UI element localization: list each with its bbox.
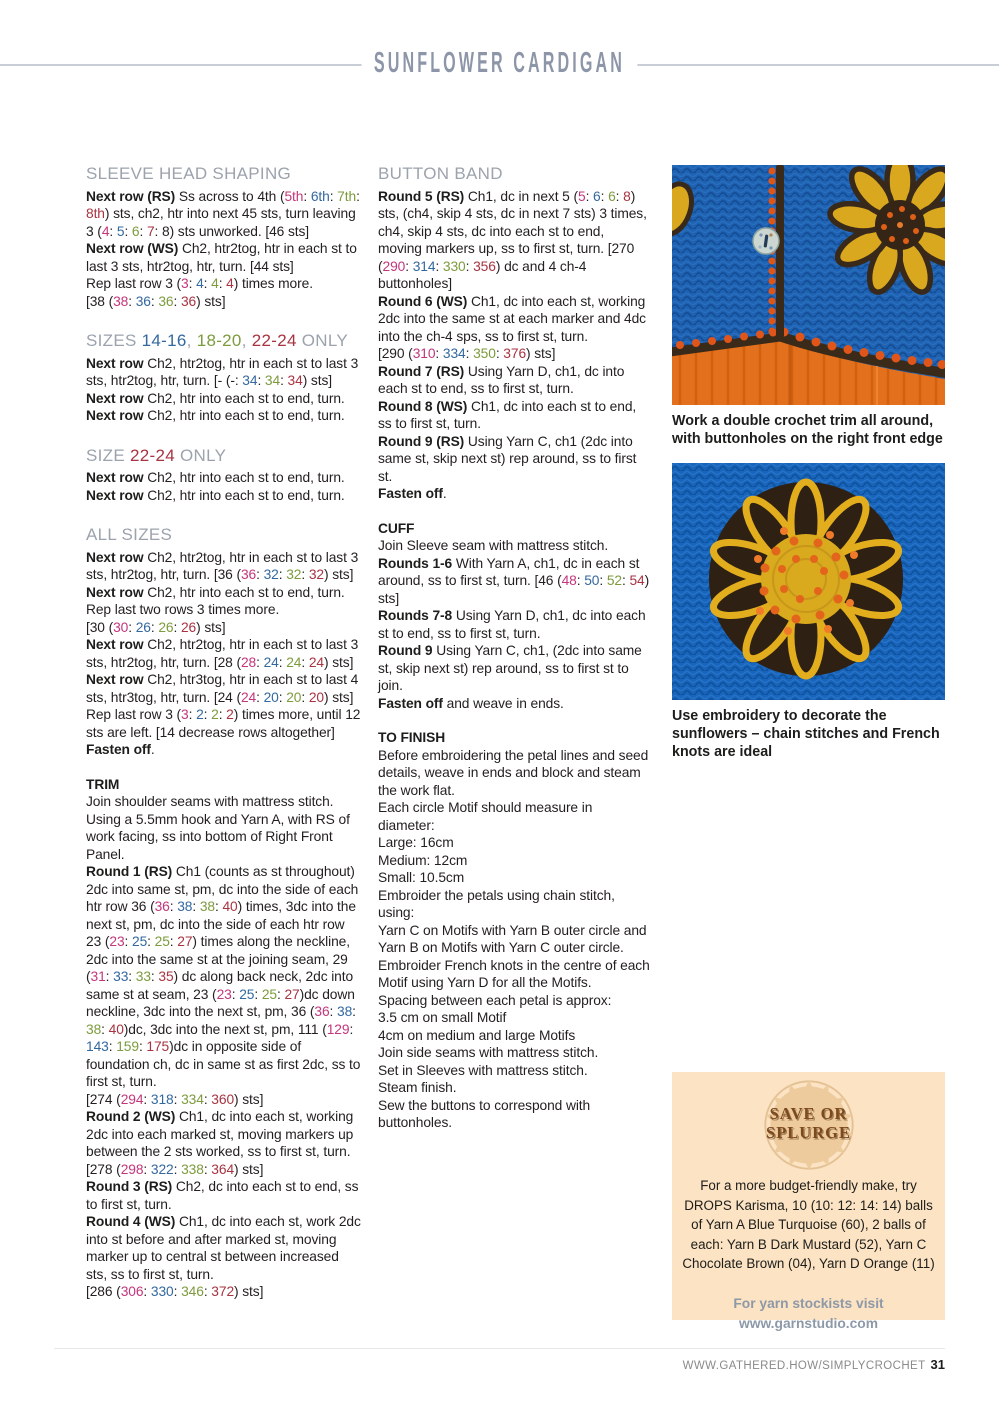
section-heading: ALL SIZES bbox=[86, 525, 173, 544]
pattern-paragraph: Next row Ch2, htr2tog, htr in each st to last 3 sts, htr2tog, htr, turn. [28 (28: 24: 24: 24) sts] bbox=[86, 637, 359, 670]
pattern-paragraph: Using a 5.5mm hook and Yarn A, with RS of work facing, ss into bottom of Right Front Panel. bbox=[86, 811, 350, 862]
pattern-paragraph: Fasten off and weave in ends. bbox=[378, 695, 564, 711]
pattern-paragraph: Round 6 (WS) Ch1, dc into each st, working 2dc into the same st at each marker and 4dc into the ch-4 sps, ss to first st, turn. bbox=[378, 293, 646, 344]
pattern-paragraph: Join Sleeve seam with mattress stitch. bbox=[378, 538, 609, 553]
pattern-paragraph: [286 (306: 330: 346: 372) sts] bbox=[86, 1284, 264, 1299]
cardigan-trim-image bbox=[672, 165, 945, 405]
stockists-text bbox=[680, 1294, 937, 1334]
pattern-column-left bbox=[86, 165, 362, 1301]
pattern-paragraph: Round 4 (WS) Ch1, dc into each st, work 2dc into st before and after marked st, moving marker up to central st between increased sts, ss to first st, turn. bbox=[86, 1214, 361, 1282]
footer bbox=[683, 1357, 945, 1372]
page-title-text: SUNFLOWER CARDIGAN bbox=[362, 45, 638, 79]
pattern-paragraph: Embroider French knots in the centre of each Motif using Yarn D for all the Motifs. bbox=[378, 957, 650, 990]
pattern-paragraph: Medium: 12cm bbox=[378, 852, 468, 868]
section-heading: BUTTON BAND bbox=[378, 164, 503, 183]
pattern-paragraph: Each circle Motif should measure in diameter: bbox=[378, 800, 593, 833]
stockists-url: www.garnstudio.com bbox=[739, 1316, 878, 1331]
pattern-paragraph: Embroider the petals using chain stitch, using: bbox=[378, 887, 615, 920]
pattern-paragraph: 3.5 cm on small Motif bbox=[378, 1010, 507, 1025]
page-number: 31 bbox=[930, 1357, 945, 1372]
section-heading: SIZES 14-16, 18-20, 22-24 ONLY bbox=[86, 331, 348, 350]
section-heading: SLEEVE HEAD SHAPING bbox=[86, 164, 292, 183]
pattern-paragraph: Rep last two rows 3 times more. bbox=[86, 602, 280, 617]
pattern-paragraph: Rounds 1-6 With Yarn A, ch1, dc in each st around, ss to first st, turn. [46 (48: 50: 52: 54) sts] bbox=[378, 555, 650, 606]
pattern-paragraph: Round 7 (RS) Using Yarn D, ch1, dc into each st to end, ss to first st, turn. bbox=[378, 363, 625, 396]
pattern-paragraph: Join side seams with mattress stitch. bbox=[378, 1045, 599, 1060]
pattern-paragraph: Next row (WS) Ch2, htr2tog, htr in each st to last 3 sts, htr2tog, htr, turn. [44 sts] bbox=[86, 241, 357, 274]
pattern-paragraph: Next row Ch2, htr into each st to end, turn. bbox=[86, 584, 345, 600]
pattern-paragraph: Next row Ch2, htr into each st to end, turn. bbox=[86, 470, 345, 485]
pattern-column-middle bbox=[378, 165, 650, 1132]
pattern-paragraph: Before embroidering the petal lines and seed details, weave in ends and block and steam the work flat. bbox=[378, 747, 649, 798]
pattern-paragraph: Set in Sleeves with mattress stitch. bbox=[378, 1062, 588, 1078]
pattern-paragraph: Steam finish. bbox=[378, 1080, 457, 1095]
pattern-paragraph: Round 5 (RS) Ch1, dc in next 5 (5: 6: 6: 8) sts, (ch4, skip 4 sts, dc in next 7 sts) 3 times, ch4, skip 4 sts, dc into each st to end, moving markers up, ss to first st, turn. [270 (290: 314: 330: 356) dc and 4 ch-4 buttonholes] bbox=[378, 188, 647, 291]
pattern-paragraph: Fasten off. bbox=[86, 742, 155, 757]
pattern-paragraph: Next row (RS) Ss across to 4th (5th: 6th: 7th: 8th) sts, ch2, htr into next 45 sts, turn leaving 3 (4: 5: 6: 7: 8) sts unworked. [46 sts] bbox=[86, 188, 360, 239]
photo-sunflower-motif bbox=[672, 463, 945, 700]
save-box-text: For a more budget-friendly make, try DROPS Karisma, 10 (10: 12: 14: 14) balls of Yarn A Blue Turquoise (60), 2 balls of each: Yarn B Dark Mustard (52), Yarn C Chocolate Brown (04), Yarn D Orange (11) bbox=[682, 1178, 935, 1271]
pattern-paragraph: Yarn C on Motifs with Yarn B outer circle and Yarn B on Motifs with Yarn C outer circle. bbox=[378, 922, 647, 955]
pattern-paragraph: Round 9 (RS) Using Yarn C, ch1 (2dc into same st, skip next st) rep around, ss to first st. bbox=[378, 433, 637, 484]
pattern-paragraph: Next row Ch2, htr into each st to end, turn. bbox=[86, 390, 345, 406]
page-title bbox=[0, 47, 999, 78]
pattern-paragraph: [278 (298: 322: 338: 364) sts] bbox=[86, 1161, 264, 1177]
button-detail bbox=[753, 228, 779, 254]
pattern-paragraph: Large: 16cm bbox=[378, 835, 454, 850]
pattern-paragraph: Fasten off. bbox=[378, 486, 447, 501]
pattern-paragraph: Next row Ch2, htr2tog, htr in each st to last 3 sts, htr2tog, htr, turn. [36 (36: 32: 32: 32) sts] bbox=[86, 549, 359, 582]
section-heading: TRIM bbox=[86, 776, 120, 792]
pattern-paragraph: Next row Ch2, htr3tog, htr in each st to last 4 sts, htr3tog, htr, turn. [24 (24: 20: 20: 20) sts] bbox=[86, 672, 359, 705]
photo-caption-embroidery: Use embroidery to decorate the sunflowers – chain stitches and French knots are ideal bbox=[672, 708, 940, 760]
pattern-paragraph: Round 9 Using Yarn C, ch1, (2dc into same st, skip next st) rep around, ss to first st to join. bbox=[378, 643, 642, 693]
pattern-paragraph: Sew the buttons to correspond with buttonholes. bbox=[378, 1097, 591, 1130]
section-heading: CUFF bbox=[378, 520, 415, 536]
pattern-paragraph: Rounds 7-8 Using Yarn D, ch1, dc into each st to end, ss to first st, turn. bbox=[378, 608, 646, 641]
save-or-splurge-badge bbox=[763, 1079, 855, 1171]
pattern-paragraph: Round 8 (WS) Ch1, dc into each st to end, ss to first st, turn. bbox=[378, 398, 637, 431]
pattern-paragraph: [274 (294: 318: 334: 360) sts] bbox=[86, 1091, 264, 1107]
section-heading: SIZE 22-24 ONLY bbox=[86, 445, 227, 465]
photo-caption-trim: Work a double crochet trim all around, with buttonholes on the right front edge bbox=[672, 413, 943, 447]
pattern-paragraph: Join shoulder seams with mattress stitch. bbox=[86, 794, 334, 809]
pattern-paragraph: Next row Ch2, htr into each st to end, turn. bbox=[86, 487, 345, 503]
pattern-paragraph: Next row Ch2, htr into each st to end, turn. bbox=[86, 408, 345, 423]
pattern-paragraph: Round 2 (WS) Ch1, dc into each st, working 2dc into each marked st, moving markers up between the 2 sts worked, ss to first st, turn. bbox=[86, 1109, 354, 1159]
save-or-splurge-box bbox=[672, 1072, 945, 1331]
pattern-paragraph: Round 1 (RS) Ch1 (counts as st throughout) 2dc into same st, pm, dc into the side of each htr row 36 (36: 38: 38: 40) times, 3dc into the next st, pm, dc into the side of each htr row 23 (23: 25: 25: 27) times along the neckline, 2dc into the same st at the joining seam, 29 (31: 33: 33: 35) dc along back neck, 2dc into same st at seam, 23 (23: 25: 25: 27)dc down neckline, 3dc into the next st, pm, 36 (36: 38: 38: 40)dc, 3dc into the next st, pm, 111 (129: 143: 159: 175)dc in opposite side of foundation ch, dc in same st as first 2dc, ss to first st, turn. bbox=[86, 864, 361, 1089]
pattern-paragraph: Rep last row 3 (3: 2: 2: 2) times more, until 12 sts are left. [14 decrease rows altogether] bbox=[86, 707, 361, 740]
pattern-paragraph: Next row Ch2, htr2tog, htr in each st to last 3 sts, htr2tog, htr, turn. [- (-: 34: 34: 34) sts] bbox=[86, 355, 359, 388]
badge-line-2: SPLURGE bbox=[766, 1123, 851, 1142]
stockists-line: For yarn stockists visit bbox=[733, 1296, 884, 1311]
pattern-paragraph: [30 (30: 26: 26: 26) sts] bbox=[86, 619, 226, 635]
pattern-paragraph: [38 (38: 36: 36: 36) sts] bbox=[86, 293, 226, 309]
footer-rule-line bbox=[54, 1348, 945, 1349]
photo-cardigan-trim bbox=[672, 165, 945, 405]
pattern-paragraph: Small: 10.5cm bbox=[378, 870, 465, 885]
pattern-paragraph: Round 3 (RS) Ch2, dc into each st to end, ss to first st, turn. bbox=[86, 1179, 359, 1212]
footer-url: WWW.GATHERED.HOW/SIMPLYCROCHET bbox=[682, 1360, 926, 1372]
pattern-paragraph: [290 (310: 334: 350: 376) sts] bbox=[378, 346, 556, 361]
pattern-paragraph: Rep last row 3 (3: 4: 4: 4) times more. bbox=[86, 276, 313, 291]
badge-text bbox=[763, 1104, 855, 1142]
pattern-paragraph: 4cm on medium and large Motifs bbox=[378, 1027, 576, 1043]
section-heading: TO FINISH bbox=[378, 730, 446, 745]
sunflower-motif-image bbox=[672, 463, 945, 700]
pattern-paragraph: Spacing between each petal is approx: bbox=[378, 992, 612, 1008]
badge-line-1: SAVE OR bbox=[769, 1104, 848, 1123]
